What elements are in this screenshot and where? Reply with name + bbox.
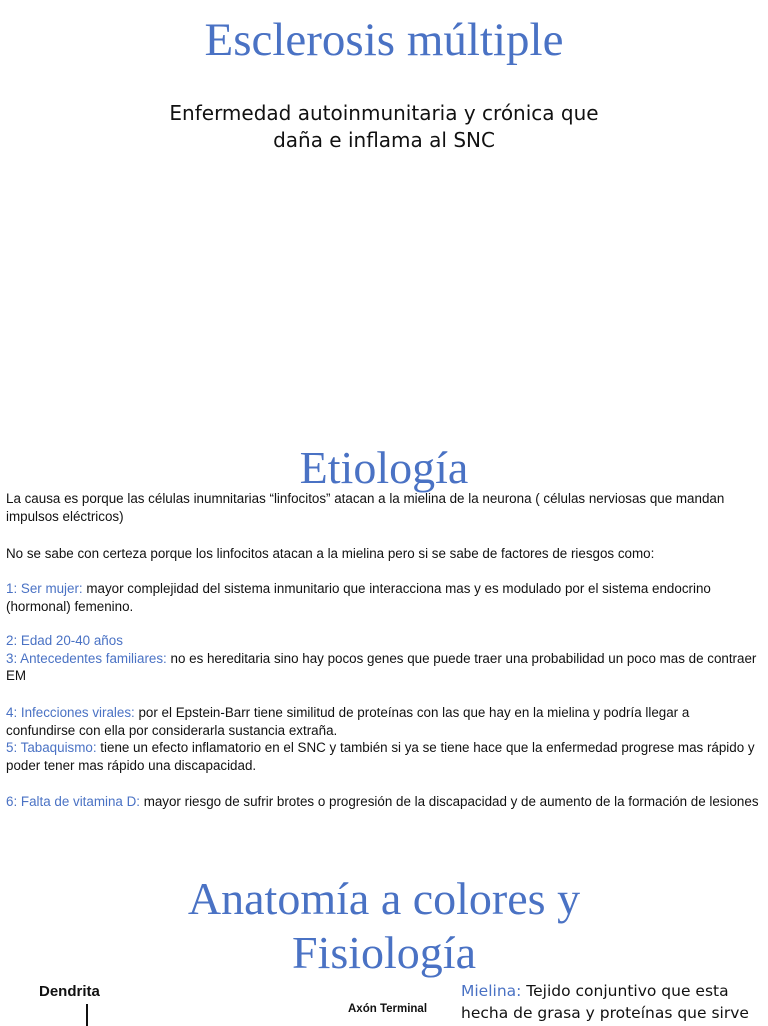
etiology-question: No se sabe con certeza porque los linfocitos atacan a la mielina pero si se sabe de factores de riesgos como: — [6, 546, 655, 561]
page-title: Esclerosis múltiple — [204, 14, 564, 66]
anatomy-heading-line: Anatomía a colores y — [187, 873, 581, 924]
risk-factor-text: mayor riesgo de sufrir brotes o progresión de la discapacidad y de aumento de la formación de lesiones — [139, 794, 759, 809]
subtitle-line: Enfermedad autoinmunitaria y crónica que — [169, 101, 599, 125]
risk-factor-label: 4: Infecciones virales: — [6, 705, 135, 720]
risk-factor-label: 1: Ser mujer: — [6, 581, 83, 596]
dendrite-label: Dendrita — [39, 983, 100, 1000]
risk-factor-text: mayor complejidad del sistema inmunitario que interacciona mas y es modulado por el sistema endocrino (hormonal) femenino. — [6, 581, 711, 614]
anatomy-heading — [0, 872, 768, 980]
risk-factor-text: tiene un efecto inflamatorio en el SNC y también si ya se tiene hace que la enfermedad progrese mas rápido y poder tener mas rápido una discapacidad. — [6, 740, 755, 773]
myelin-text: Tejido conjuntivo que esta — [521, 982, 729, 1000]
risk-factor-item — [6, 632, 762, 685]
anatomy-heading-line: Fisiología — [291, 927, 477, 978]
myelin-text: hecha de grasa y proteínas que sirve — [461, 1004, 749, 1022]
myelin-label: Mielina: — [461, 982, 522, 1000]
page-subtitle — [0, 100, 768, 154]
axon-terminal-label: Axón Terminal — [348, 1003, 428, 1015]
risk-factor-label: 6: Falta de vitamina D: — [6, 794, 140, 809]
risk-factor-item — [6, 704, 762, 774]
etiology-intro: La causa es porque las células inumnitarias “linfocitos” atacan a la mielina de la neurona ( células nerviosas que mandan impulsos eléctricos) — [6, 491, 725, 524]
risk-factor-text: por el Epstein-Barr tiene similitud de proteínas con las que hay en la mielina y podría llegar a confundirse con ella por considerarla sustancia extraña. — [6, 705, 690, 738]
dendrite-pointer-line — [86, 1004, 88, 1026]
myelin-description — [461, 980, 761, 1024]
etiology-heading: Etiología — [299, 442, 469, 493]
risk-factor-label: 2: Edad 20-40 años — [6, 633, 123, 648]
risk-factor-label: 5: Tabaquismo: — [6, 740, 97, 755]
risk-factor-text: no es hereditaria sino hay pocos genes que puede traer una probabilidad un poco mas de contraer EM — [6, 650, 757, 683]
risk-factor-item — [6, 580, 762, 615]
subtitle-line: daña e inflama al SNC — [273, 128, 495, 152]
risk-factor-item — [6, 793, 762, 811]
risk-factor-label: 3: Antecedentes familiares: — [6, 650, 167, 666]
